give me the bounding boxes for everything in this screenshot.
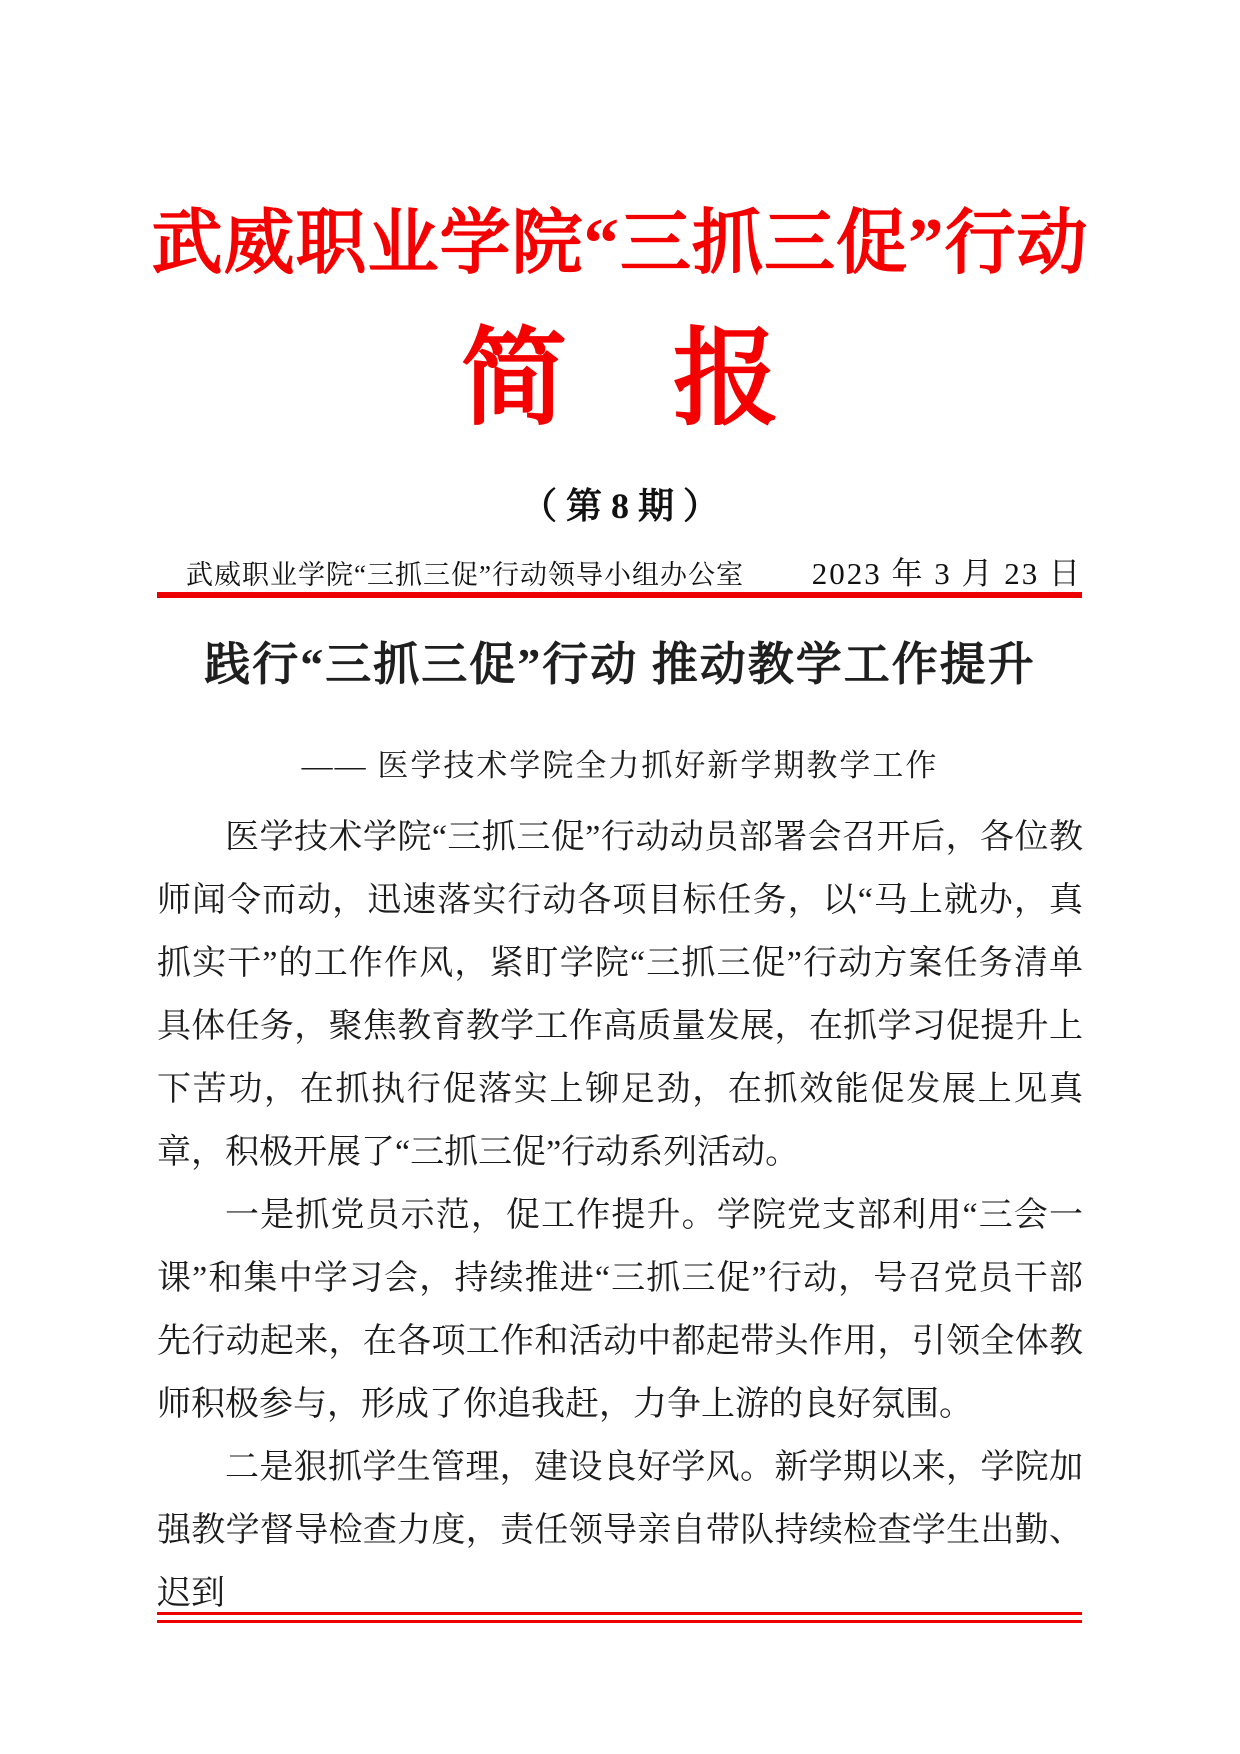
issue-row: [158, 548, 1082, 593]
masthead-title: 武威职业学院“三抓三促”行动: [151, 205, 1089, 283]
body-paragraph: 医学技术学院“三抓三促”行动动员部署会召开后，各位教师闻令而动，迅速落实行动各项目标任务，以“马上就办，真抓实干”的工作作风，紧盯学院“三抓三促”行动方案任务清单具体任务，聚焦教育教学工作高质量发展，在抓学习促提升上下苦功，在抓执行促落实上铆足劲，在抓效能促发展上见真章，积极开展了“三抓三促”行动系列活动。: [157, 819, 1083, 1171]
article-body: [157, 806, 1083, 1625]
footer-rule-top: [157, 1612, 1082, 1615]
body-paragraph: 一是抓党员示范，促工作提升。学院党支部利用“三会一课”和集中学习会，持续推进“三抓三促”行动，号召党员干部先行动起来，在各项工作和活动中都起带头作用，引领全体教师积极参与，形成了你追我赶，力争上游的良好氛围。: [157, 1197, 1083, 1423]
header-rule: [157, 592, 1082, 598]
article-title: 践行“三抓三促”行动 推动教学工作提升: [204, 639, 1036, 690]
masthead-banner: 简 报: [461, 321, 779, 438]
issue-number: （ 第 8 期 ）: [520, 486, 719, 526]
issue-date: 2023 年 3 月 23 日: [811, 556, 1082, 591]
footer-rule-bottom: [157, 1620, 1082, 1623]
article-subtitle: —— 医学技术学院全力抓好新学期教学工作: [301, 748, 939, 783]
body-paragraph: 二是狠抓学生管理，建设良好学风。新学期以来，学院加强教学督导检查力度，责任领导亲自带队持续检查学生出勤、迟到: [157, 1449, 1083, 1612]
issuing-office: 武威职业学院“三抓三促”行动领导小组办公室: [186, 560, 744, 590]
